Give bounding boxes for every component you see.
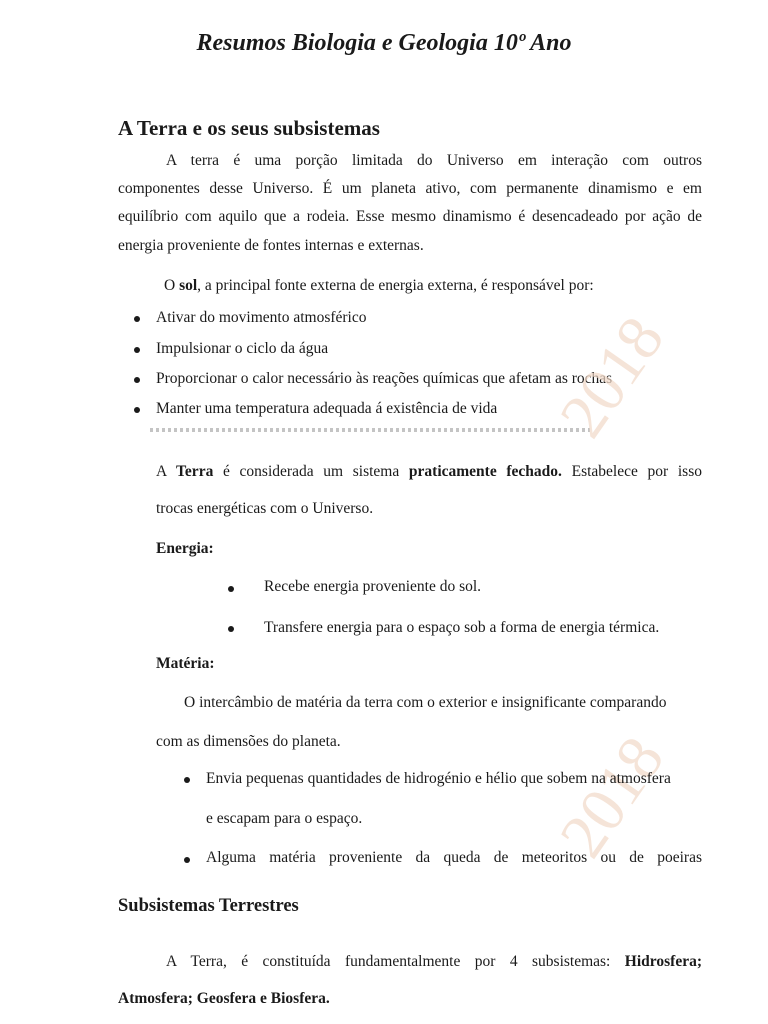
materia-item-1-line-1: Envia pequenas quantidades de hidrogénio e hélio que sobem na atmosfera: [206, 770, 671, 787]
bullet-icon: [184, 777, 190, 783]
watermark-lower: 2018: [545, 723, 678, 870]
energia-item-1: Recebe energia proveniente do sol.: [264, 578, 482, 595]
watermark-upper: 2018: [545, 303, 678, 450]
bullet-icon: [134, 377, 140, 383]
terra-line-2: trocas energéticas com o Universo.: [156, 500, 374, 517]
list-item: Manter uma temperatura adequada á existência de vida: [156, 400, 498, 417]
bullet-icon: [228, 626, 234, 632]
bullet-icon: [134, 347, 140, 353]
document-title: Resumos Biologia e Geologia 10º Ano: [196, 30, 572, 56]
terra-line-1: A Terra é considerada um sistema praticamente fechado. Estabelece por isso: [156, 463, 702, 480]
energia-heading: Energia:: [156, 540, 214, 557]
energia-item-2: Transfere energia para o espaço sob a forma de energia térmica.: [264, 619, 660, 636]
cropped-line: [150, 428, 590, 438]
materia-line-1: O intercâmbio de matéria da terra com o exterior e insignificante comparando: [184, 694, 667, 711]
list-item: Ativar do movimento atmosférico: [156, 309, 367, 326]
materia-item-2-line-1: Alguma matéria proveniente da queda de meteoritos ou de poeiras: [206, 849, 702, 866]
sol-paragraph: O sol, a principal fonte externa de energia externa, é responsável por:: [164, 277, 594, 294]
bullet-icon: [184, 857, 190, 863]
subsistemas-line-2: Atmosfera; Geosfera e Biosfera.: [118, 990, 330, 1007]
intro-line-4: energia proveniente de fontes internas e externas.: [118, 237, 424, 254]
materia-line-2: com as dimensões do planeta.: [156, 733, 341, 750]
bullet-icon: [228, 586, 234, 592]
section-heading-subsistemas: Subsistemas Terrestres: [118, 896, 299, 916]
subsistemas-line-1: A Terra, é constituída fundamentalmente por 4 subsistemas: Hidrosfera;: [166, 953, 702, 970]
materia-item-1-line-2: e escapam para o espaço.: [206, 810, 363, 827]
intro-line-2: componentes desse Universo. É um planeta ativo, com permanente dinamismo e em: [118, 180, 702, 197]
intro-line-3: equilíbrio com aquilo que a rodeia. Esse mesmo dinamismo é desencadeado por ação de: [118, 208, 702, 225]
bullet-icon: [134, 316, 140, 322]
list-item: Proporcionar o calor necessário às reações químicas que afetam as rochas: [156, 370, 613, 387]
bullet-icon: [134, 407, 140, 413]
section-heading-terra: A Terra e os seus subsistemas: [118, 116, 380, 140]
intro-line-1: A terra é uma porção limitada do Universo em interação com outros: [166, 152, 702, 169]
list-item: Impulsionar o ciclo da água: [156, 340, 329, 357]
materia-heading: Matéria:: [156, 655, 215, 672]
